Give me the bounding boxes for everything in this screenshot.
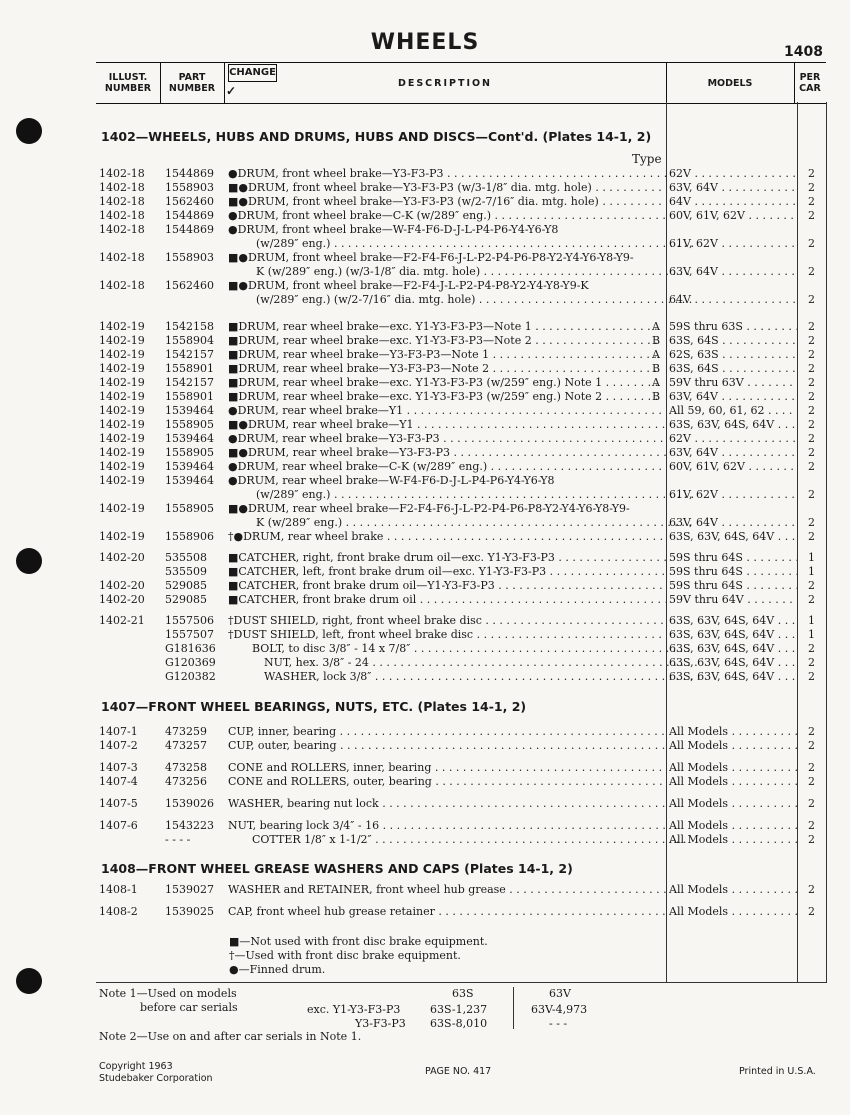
table-row xyxy=(0,593,850,607)
illust-number: 1407-1 xyxy=(99,725,138,738)
table-row xyxy=(0,775,850,789)
note-1-title: Note 1—Used on models xyxy=(99,987,237,1000)
table-row xyxy=(0,195,850,209)
per-car: 1 xyxy=(808,614,815,627)
models: 63S, 63V, 64S, 64V . . . xyxy=(669,670,797,684)
per-car: 1 xyxy=(808,565,815,578)
models: 59V thru 64V . . . xyxy=(669,593,797,607)
per-car: 2 xyxy=(808,488,815,501)
per-car: 1 xyxy=(808,551,815,564)
per-car: 1 xyxy=(808,628,815,641)
description: ■●DRUM, rear wheel brake—Y3-F3-P3 . . . xyxy=(228,446,666,460)
table-row xyxy=(0,819,850,833)
models: All Models . . . xyxy=(669,725,797,739)
per-car: 2 xyxy=(808,265,815,278)
description: ■DRUM, rear wheel brake—exc. Y1-Y3-F3-P3—Note 1 . . . xyxy=(228,320,658,334)
description: ■CATCHER, left, front brake drum oil—exc. Y1-Y3-F3-P3 . . . xyxy=(228,565,666,579)
models: 63V, 64V . . . xyxy=(669,390,797,404)
per-car: 2 xyxy=(808,593,815,606)
illust-number: 1402-19 xyxy=(99,432,145,445)
illust-number: 1402-19 xyxy=(99,362,145,375)
table-row xyxy=(0,642,850,656)
models: 62S, 63S . . . xyxy=(669,348,797,362)
table-row xyxy=(0,293,850,307)
table-row xyxy=(0,265,850,279)
table-row xyxy=(0,565,850,579)
part-number: G181636 xyxy=(165,642,216,655)
table-row xyxy=(0,446,850,460)
note-1-exc-label: exc. Y1-Y3-F3-P3 xyxy=(307,1003,401,1016)
part-number: 1557507 xyxy=(165,628,214,641)
part-number: 1558901 xyxy=(165,362,214,375)
per-car: 2 xyxy=(808,390,815,403)
type-code: B xyxy=(652,362,661,375)
description: (w/289″ eng.) (w/2-7/16″ dia. mtg. hole) . . . xyxy=(228,293,694,307)
per-car: 2 xyxy=(808,167,815,180)
description: ●DRUM, front wheel brake—Y3-F3-P3 . . . xyxy=(228,167,666,181)
description: †●DRUM, rear wheel brake . . . xyxy=(228,530,666,544)
part-number: 1558901 xyxy=(165,390,214,403)
part-number: 1542157 xyxy=(165,376,214,389)
description: ■DRUM, rear wheel brake—exc. Y1-Y3-F3-P3 (w/259″ eng.) Note 2 . . . xyxy=(228,390,658,404)
per-car: 2 xyxy=(808,530,815,543)
per-car: 2 xyxy=(808,237,815,250)
table-row xyxy=(0,223,850,237)
part-number: 1558904 xyxy=(165,334,214,347)
part-number: 1542158 xyxy=(165,320,214,333)
models: All Models . . . xyxy=(669,775,797,789)
table-row xyxy=(0,390,850,404)
per-car: 2 xyxy=(808,725,815,738)
illust-number: 1402-19 xyxy=(99,320,145,333)
models-header: MODELS xyxy=(707,77,753,89)
models: 63S, 63V, 64S, 64V . . . xyxy=(669,628,797,642)
table-row xyxy=(0,488,850,502)
table-row xyxy=(0,209,850,223)
illust-number-header: ILLUST. NUMBER xyxy=(104,72,152,94)
per-car: 2 xyxy=(808,432,815,445)
part-number: 1544869 xyxy=(165,223,214,236)
part-number-header: PART NUMBER xyxy=(168,72,216,94)
description: (w/289″ eng.) . . . xyxy=(228,237,694,251)
description: CONE and ROLLERS, outer, bearing . . . xyxy=(228,775,666,789)
binder-hole-bottom xyxy=(16,968,42,994)
per-car: 2 xyxy=(808,905,815,918)
illust-number: 1402-19 xyxy=(99,334,145,347)
models: 63V, 64V . . . xyxy=(669,516,797,530)
table-row xyxy=(0,628,850,642)
table-row xyxy=(0,348,850,362)
illust-number: 1402-20 xyxy=(99,579,145,592)
note-1-63v-header: 63V xyxy=(549,987,571,1000)
description: COTTER 1/8″ x 1-1/2″ . . . xyxy=(228,833,690,847)
description: ■CATCHER, right, front brake drum oil—exc. Y1-Y3-F3-P3 . . . xyxy=(228,551,666,565)
type-code: B xyxy=(652,390,661,403)
note-1-63s-serial-1: 63S-1,237 xyxy=(430,1003,488,1016)
models: 59S thru 64S . . . xyxy=(669,565,797,579)
section-heading-1402: 1402—WHEELS, HUBS AND DRUMS, HUBS AND DISCS—Cont'd. (Plates 14-1, 2) xyxy=(101,129,652,144)
per-car: 2 xyxy=(808,320,815,333)
part-number: 1558903 xyxy=(165,251,214,264)
part-number: 1539025 xyxy=(165,905,214,918)
per-car: 2 xyxy=(808,460,815,473)
models: 63S, 63V, 64S, 64V . . . xyxy=(669,656,797,670)
part-number: 1558906 xyxy=(165,530,214,543)
description: †DUST SHIELD, left, front wheel brake disc . . . xyxy=(228,628,666,642)
description: ■DRUM, rear wheel brake—exc. Y1-Y3-F3-P3—Note 2 . . . xyxy=(228,334,658,348)
table-row xyxy=(0,579,850,593)
illust-number: 1407-5 xyxy=(99,797,138,810)
models: 63V, 64V . . . xyxy=(669,446,797,460)
models: 61V, 62V . . . xyxy=(669,488,797,502)
table-row xyxy=(0,404,850,418)
table-row xyxy=(0,474,850,488)
type-code: A xyxy=(652,376,660,389)
part-number: 529085 xyxy=(165,593,207,606)
type-code: B xyxy=(652,334,661,347)
models: 60V, 61V, 62V . . . xyxy=(669,209,797,223)
description: ●DRUM, rear wheel brake—C-K (w/289″ eng.) . . . xyxy=(228,460,666,474)
per-car: 2 xyxy=(808,376,815,389)
description: (w/289″ eng.) . . . xyxy=(228,488,694,502)
description: ●DRUM, rear wheel brake—Y3-F3-P3 . . . xyxy=(228,432,666,446)
per-car: 2 xyxy=(808,819,815,832)
table-row xyxy=(0,656,850,670)
description: ●DRUM, front wheel brake—W-F4-F6-D-J-L-P4-P6-Y4-Y6-Y8 xyxy=(228,223,559,236)
part-number: 1558905 xyxy=(165,446,214,459)
illust-number: 1402-19 xyxy=(99,404,145,417)
per-car: 2 xyxy=(808,516,815,529)
table-row xyxy=(0,362,850,376)
legend-not-disc: ■—Not used with front disc brake equipment. xyxy=(229,935,488,948)
illust-number: 1402-21 xyxy=(99,614,145,627)
per-car: 2 xyxy=(808,670,815,683)
illust-number: 1402-18 xyxy=(99,251,145,264)
models: 63V, 64V . . . xyxy=(669,265,797,279)
table-row xyxy=(0,516,850,530)
change-header: CHANGE xyxy=(228,64,277,82)
per-car: 2 xyxy=(808,833,815,846)
table-row xyxy=(0,418,850,432)
description: ■DRUM, rear wheel brake—exc. Y1-Y3-F3-P3 (w/259″ eng.) Note 1 . . . xyxy=(228,376,658,390)
illust-number: 1402-19 xyxy=(99,502,145,515)
illust-number: 1402-19 xyxy=(99,460,145,473)
part-number: 1539027 xyxy=(165,883,214,896)
per-car: 2 xyxy=(808,446,815,459)
part-number: 1562460 xyxy=(165,279,214,292)
illust-number: 1407-6 xyxy=(99,819,138,832)
section-heading-1408: 1408—FRONT WHEEL GREASE WASHERS AND CAPS (Plates 14-1, 2) xyxy=(101,861,573,876)
check-mark-icon: ✓ xyxy=(226,84,237,98)
table-row xyxy=(0,167,850,181)
description: ●DRUM, rear wheel brake—Y1 . . . xyxy=(228,404,666,418)
type-code: A xyxy=(652,320,660,333)
models: 63S, 63V, 64S, 64V . . . xyxy=(669,642,797,656)
description: ■●DRUM, rear wheel brake—Y1 . . . xyxy=(228,418,666,432)
note-1-63v-serial-2: - - - xyxy=(549,1017,568,1030)
part-number: G120369 xyxy=(165,656,216,669)
per-car: 2 xyxy=(808,642,815,655)
legend-finned: ●—Finned drum. xyxy=(229,963,326,976)
table-row xyxy=(0,883,850,897)
illust-number: 1402-19 xyxy=(99,390,145,403)
part-number: 1543223 xyxy=(165,819,214,832)
per-car: 2 xyxy=(808,293,815,306)
part-number: 473259 xyxy=(165,725,207,738)
table-row xyxy=(0,833,850,847)
table-row xyxy=(0,334,850,348)
note-1-63s-header: 63S xyxy=(452,987,474,1000)
copyright-line-1: Copyright 1963 xyxy=(99,1061,173,1072)
part-number: 1562460 xyxy=(165,195,214,208)
table-row xyxy=(0,460,850,474)
illust-number: 1402-20 xyxy=(99,551,145,564)
models: 59V thru 63V . . . xyxy=(669,376,797,390)
models: 63S, 63V, 64S, 64V . . . xyxy=(669,614,797,628)
illust-number: 1407-2 xyxy=(99,739,138,752)
column-header xyxy=(96,62,826,104)
models: 61V, 62V . . . xyxy=(669,237,797,251)
models: 62V . . . xyxy=(669,432,797,446)
description: CUP, inner, bearing . . . xyxy=(228,725,666,739)
table-row xyxy=(0,279,850,293)
page-number: PAGE NO. 417 xyxy=(425,1066,492,1077)
part-number: 1542157 xyxy=(165,348,214,361)
description: NUT, hex. 3/8″ - 24 . . . xyxy=(228,656,702,670)
models: 60V, 61V, 62V . . . xyxy=(669,460,797,474)
models: All Models . . . xyxy=(669,905,797,919)
description: CAP, front wheel hub grease retainer . . . xyxy=(228,905,666,919)
models: 64V . . . xyxy=(669,293,797,307)
description: †DUST SHIELD, right, front wheel brake disc . . . xyxy=(228,614,666,628)
per-car: 2 xyxy=(808,656,815,669)
table-row xyxy=(0,432,850,446)
illust-number: 1402-19 xyxy=(99,376,145,389)
per-car: 2 xyxy=(808,418,815,431)
per-car: 2 xyxy=(808,348,815,361)
table-row xyxy=(0,251,850,265)
illust-number: 1408-2 xyxy=(99,905,138,918)
part-number: 529085 xyxy=(165,579,207,592)
description: WASHER, bearing nut lock . . . xyxy=(228,797,666,811)
table-row xyxy=(0,502,850,516)
description: K (w/289″ eng.) (w/3-1/8″ dia. mtg. hole) . . . xyxy=(228,265,694,279)
illust-number: 1402-18 xyxy=(99,279,145,292)
models: 59S thru 64S . . . xyxy=(669,579,797,593)
description: BOLT, to disc 3/8″ - 14 x 7/8″ . . . xyxy=(228,642,690,656)
per-car: 2 xyxy=(808,404,815,417)
illust-number: 1402-19 xyxy=(99,446,145,459)
description: WASHER and RETAINER, front wheel hub grease . . . xyxy=(228,883,666,897)
note-1-subtitle: before car serials xyxy=(140,1001,238,1014)
table-bottom-rule xyxy=(96,982,827,983)
description: ■CATCHER, front brake drum oil—Y1-Y3-F3-P3 . . . xyxy=(228,579,666,593)
part-number: 1544869 xyxy=(165,209,214,222)
table-row xyxy=(0,725,850,739)
part-number: - - - - xyxy=(165,833,191,846)
part-number: G120382 xyxy=(165,670,216,683)
description: ■DRUM, rear wheel brake—Y3-F3-P3—Note 2 . . . xyxy=(228,362,658,376)
note-2: Note 2—Use on and after car serials in Note 1. xyxy=(99,1030,362,1043)
table-row xyxy=(0,797,850,811)
section-heading-1407: 1407—FRONT WHEEL BEARINGS, NUTS, ETC. (Plates 14-1, 2) xyxy=(101,699,527,714)
illust-number: 1402-19 xyxy=(99,474,145,487)
table-row xyxy=(0,670,850,684)
illust-number: 1402-18 xyxy=(99,195,145,208)
part-number: 473258 xyxy=(165,761,207,774)
models: All Models . . . xyxy=(669,797,797,811)
per-car: 2 xyxy=(808,579,815,592)
description: NUT, bearing lock 3/4″ - 16 . . . xyxy=(228,819,666,833)
per-car: 2 xyxy=(808,797,815,810)
illust-number: 1402-19 xyxy=(99,418,145,431)
models: 64V . . . xyxy=(669,195,797,209)
models: 63S, 64S . . . xyxy=(669,334,797,348)
models: All Models . . . xyxy=(669,883,797,897)
description-header: DESCRIPTION xyxy=(397,77,493,89)
models: 63V, 64V . . . xyxy=(669,181,797,195)
part-number: 535508 xyxy=(165,551,207,564)
illust-number: 1408-1 xyxy=(99,883,138,896)
printed-in: Printed in U.S.A. xyxy=(739,1066,816,1077)
table-row xyxy=(0,376,850,390)
part-number: 1558903 xyxy=(165,181,214,194)
illust-number: 1407-4 xyxy=(99,775,138,788)
part-number: 1544869 xyxy=(165,167,214,180)
type-column-label: Type xyxy=(632,152,662,166)
part-number: 1558905 xyxy=(165,502,214,515)
per-car: 2 xyxy=(808,181,815,194)
illust-number: 1402-18 xyxy=(99,209,145,222)
note-1-y3-label: Y3-F3-P3 xyxy=(355,1017,406,1030)
table-row xyxy=(0,320,850,334)
illust-number: 1407-3 xyxy=(99,761,138,774)
description: ■●DRUM, front wheel brake—F2-F4-J-L-P2-P4-P8-Y2-Y4-Y8-Y9-K xyxy=(228,279,589,292)
table-row xyxy=(0,761,850,775)
per-car: 2 xyxy=(808,739,815,752)
models: All Models . . . xyxy=(669,819,797,833)
per-car: 2 xyxy=(808,334,815,347)
table-row xyxy=(0,551,850,565)
illust-number: 1402-18 xyxy=(99,223,145,236)
per-car: 2 xyxy=(808,195,815,208)
table-row xyxy=(0,530,850,544)
part-number: 1539464 xyxy=(165,460,214,473)
note-1-63s-serial-2: 63S-8,010 xyxy=(430,1017,488,1030)
models: 63S, 64S . . . xyxy=(669,362,797,376)
note-1-63v-serial-1: 63V-4,973 xyxy=(531,1003,588,1016)
description: CUP, outer, bearing . . . xyxy=(228,739,666,753)
page-title: WHEELS xyxy=(370,30,480,55)
part-number: 1558905 xyxy=(165,418,214,431)
description: CONE and ROLLERS, inner, bearing . . . xyxy=(228,761,666,775)
models: All Models . . . xyxy=(669,833,797,847)
models: All Models . . . xyxy=(669,761,797,775)
illust-number: 1402-20 xyxy=(99,593,145,606)
description: ■●DRUM, front wheel brake—Y3-F3-P3 (w/2-7/16″ dia. mtg. hole) . . . xyxy=(228,195,666,209)
illust-number: 1402-18 xyxy=(99,181,145,194)
illust-number: 1402-18 xyxy=(99,167,145,180)
description: ●DRUM, rear wheel brake—W-F4-F6-D-J-L-P4-P6-Y4-Y6-Y8 xyxy=(228,474,555,487)
description: ■●DRUM, front wheel brake—F2-F4-F6-J-L-P2-P4-P6-P8-Y2-Y4-Y6-Y8-Y9- xyxy=(228,251,634,264)
description: ●DRUM, front wheel brake—C-K (w/289″ eng.) . . . xyxy=(228,209,666,223)
models: All 59, 60, 61, 62 . . . xyxy=(669,404,797,418)
table-row xyxy=(0,181,850,195)
binder-hole-top xyxy=(16,118,42,144)
models: 62V . . . xyxy=(669,167,797,181)
per-car: 2 xyxy=(808,362,815,375)
description: K (w/289″ eng.) . . . xyxy=(228,516,694,530)
illust-number: 1402-19 xyxy=(99,530,145,543)
section-page-number: 1408 xyxy=(784,44,823,60)
per-car: 2 xyxy=(808,761,815,774)
description: ■●DRUM, rear wheel brake—F2-F4-F6-J-L-P2-P4-P6-P8-Y2-Y4-Y6-Y8-Y9- xyxy=(228,502,630,515)
part-number: 473256 xyxy=(165,775,207,788)
table-row xyxy=(0,614,850,628)
per-car: 2 xyxy=(808,209,815,222)
per-car: 2 xyxy=(808,775,815,788)
table-row xyxy=(0,739,850,753)
description: WASHER, lock 3/8″ . . . xyxy=(228,670,702,684)
copyright-line-2: Studebaker Corporation xyxy=(99,1073,213,1084)
part-number: 1539464 xyxy=(165,404,214,417)
part-number: 1539026 xyxy=(165,797,214,810)
type-code: A xyxy=(652,348,660,361)
part-number: 1539464 xyxy=(165,432,214,445)
part-number: 1557506 xyxy=(165,614,214,627)
per-car: 2 xyxy=(808,883,815,896)
models: 63S, 63V, 64S, 64V . . . xyxy=(669,418,797,432)
models: 59S thru 64S . . . xyxy=(669,551,797,565)
part-number: 473257 xyxy=(165,739,207,752)
part-number: 535509 xyxy=(165,565,207,578)
description: ■DRUM, rear wheel brake—Y3-F3-P3—Note 1 . . . xyxy=(228,348,658,362)
table-row xyxy=(0,905,850,919)
part-number: 1539464 xyxy=(165,474,214,487)
illust-number: 1402-19 xyxy=(99,348,145,361)
note-divider xyxy=(513,987,514,1029)
table-row xyxy=(0,237,850,251)
legend-disc: †—Used with front disc brake equipment. xyxy=(229,949,461,962)
models: 59S thru 63S . . . xyxy=(669,320,797,334)
per-car-header: PER CAR xyxy=(799,72,821,94)
description: ■●DRUM, front wheel brake—Y3-F3-P3 (w/3-1/8″ dia. mtg. hole) . . . xyxy=(228,181,666,195)
description: ■CATCHER, front brake drum oil . . . xyxy=(228,593,666,607)
models: All Models . . . xyxy=(669,739,797,753)
models: 63S, 63V, 64S, 64V . . . xyxy=(669,530,797,544)
